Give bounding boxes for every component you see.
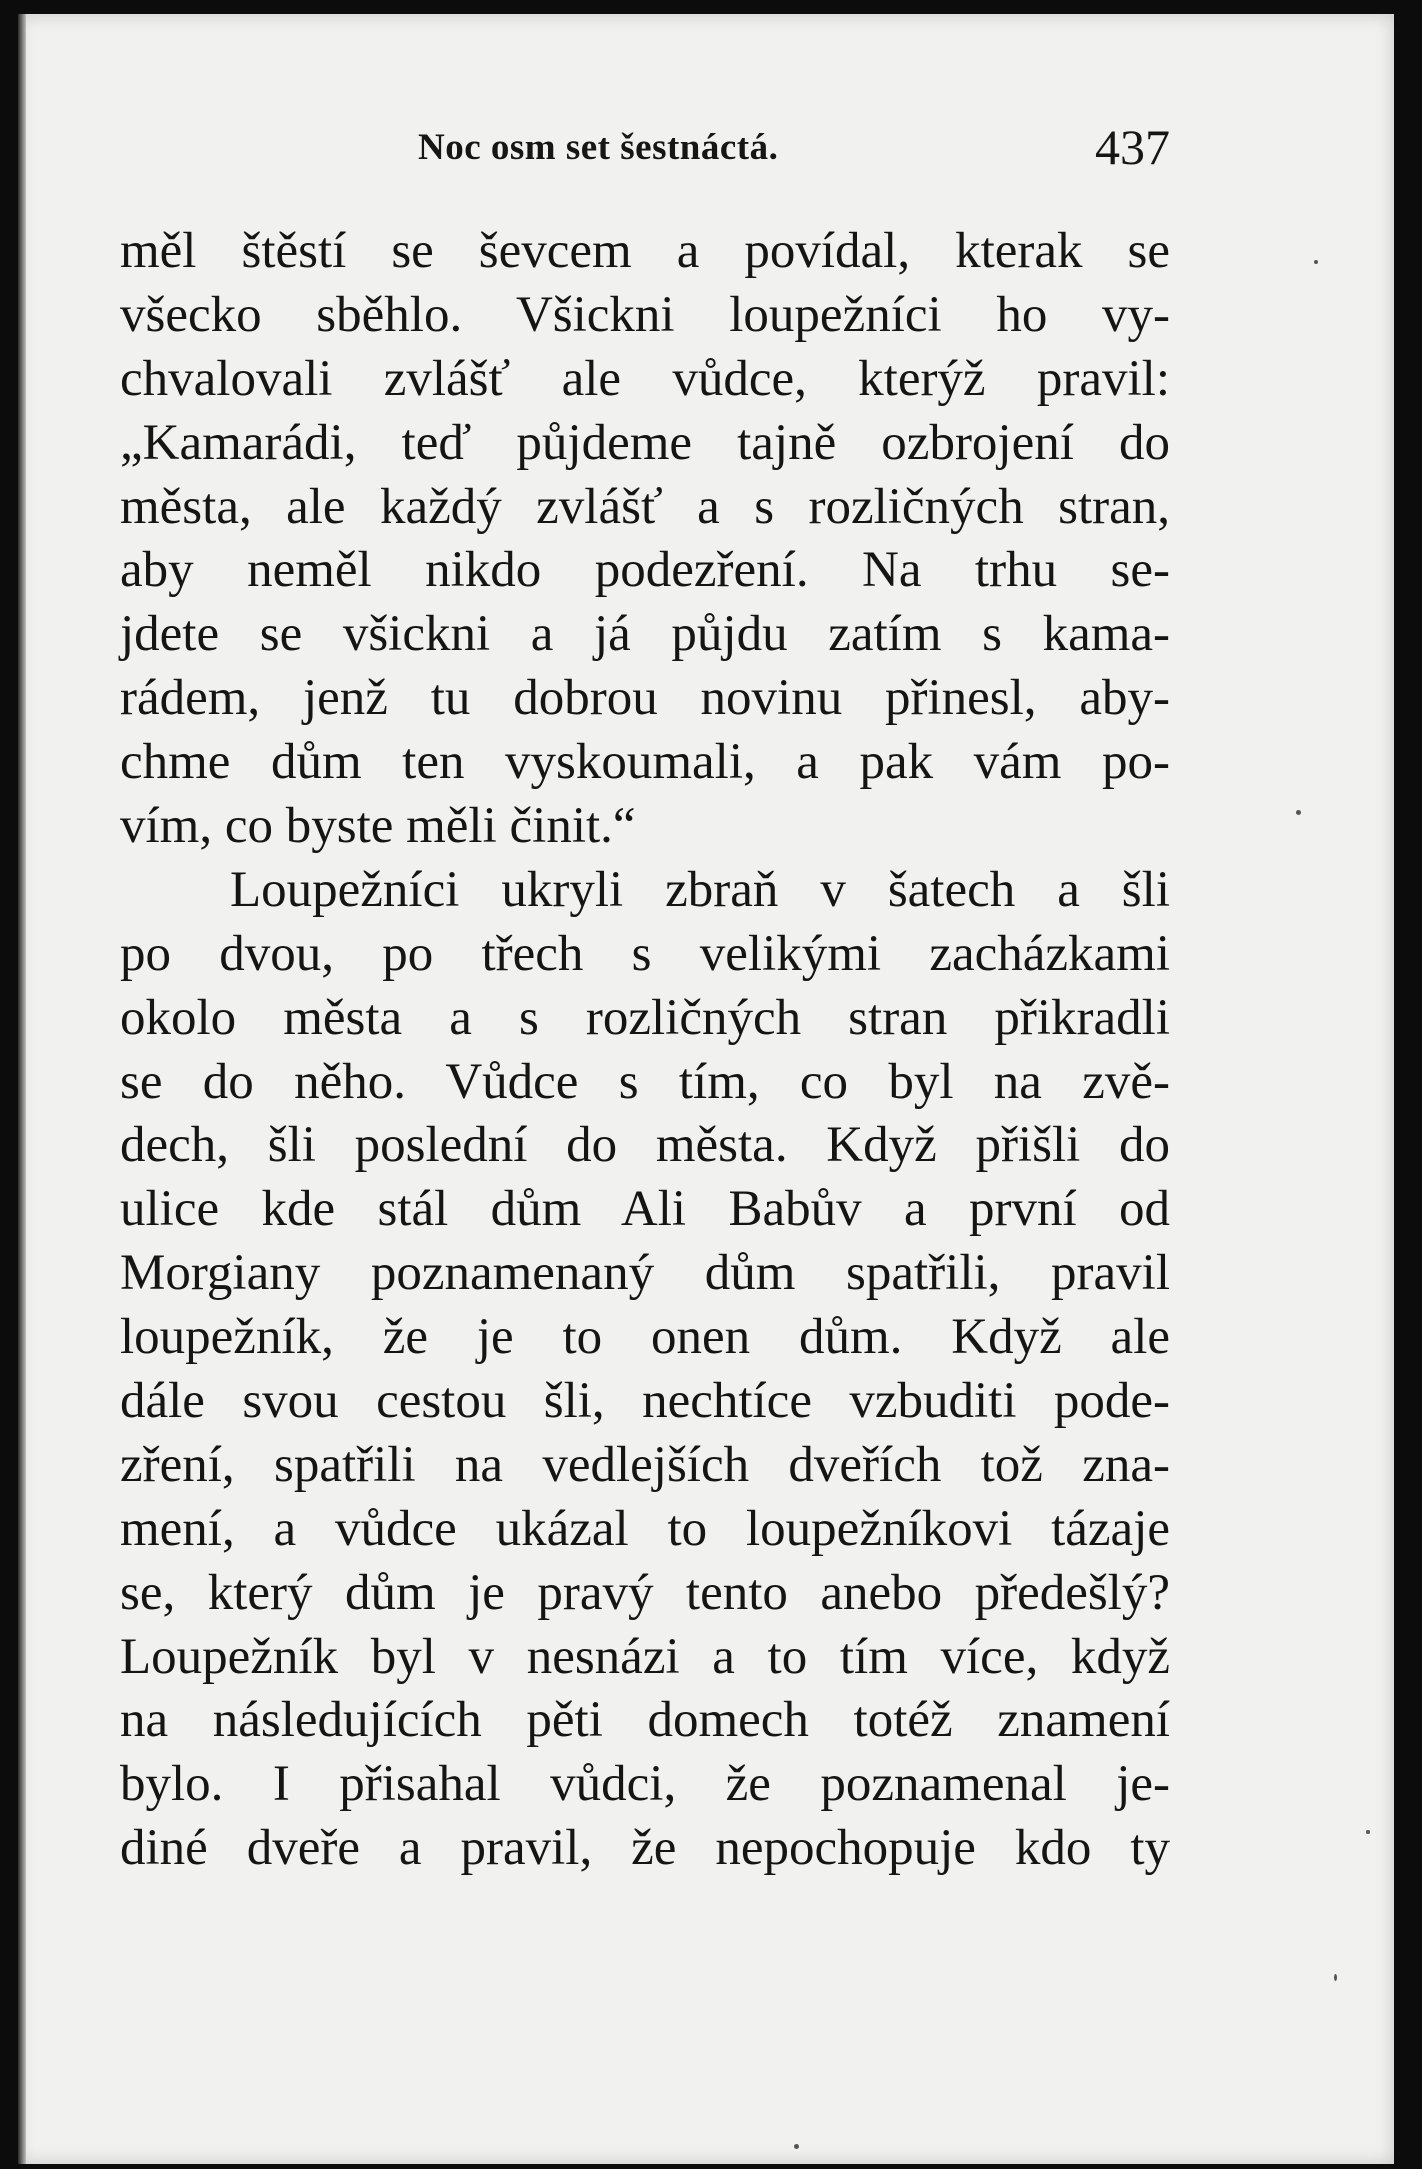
paragraph	[120, 220, 1170, 859]
text-line: města, ale každý zvlášť a s rozličných stran,	[120, 478, 1170, 535]
text-line: ulice kde stál dům Ali Babův a první od	[120, 1181, 1170, 1238]
text-line: bylo. I přisahal vůdci, že poznamenal je-	[120, 1756, 1170, 1813]
text-line: se, který dům je pravý tento anebo předešlý?	[120, 1564, 1170, 1621]
text-line: měl štěstí se ševcem a povídal, kterak se	[120, 223, 1170, 279]
text-line: aby neměl nikdo podezření. Na trhu se-	[120, 542, 1170, 599]
text-line: rádem, jenž tu dobrou novinu přinesl, aby-	[120, 670, 1170, 727]
text-line: diné dveře a pravil, že nepochopuje kdo ty	[120, 1820, 1170, 1877]
text-line: Loupežníci ukryli zbraň v šatech a šli	[230, 861, 1170, 918]
text-line: vím, co byste měli činit.“	[120, 798, 636, 855]
text-line: na následujících pěti domech totéž znamení	[120, 1692, 1170, 1749]
paper-speck	[1366, 1830, 1370, 1834]
page-edge-shadow	[18, 14, 26, 2164]
paper-speck	[1334, 1974, 1337, 1981]
text-line: mení, a vůdce ukázal to loupežníkovi tázaje	[120, 1500, 1170, 1557]
paper-speck	[1314, 260, 1318, 264]
page-header	[418, 118, 1170, 178]
paper-speck	[794, 2144, 799, 2149]
running-title: Noc osm set šestnáctá.	[418, 127, 779, 168]
text-line: Loupežník byl v nesnázi a to tím více, když	[120, 1628, 1170, 1685]
page-number: 437	[1095, 119, 1170, 175]
text-line: chvalovali zvlášť ale vůdce, kterýž pravil:	[120, 350, 1170, 407]
text-line: „Kamarádi, teď půjdeme tajně ozbrojení do	[120, 414, 1170, 471]
paragraph	[120, 859, 1170, 1881]
paper-speck	[1296, 810, 1301, 815]
text-line: chme dům ten vyskoumali, a pak vám po-	[120, 734, 1170, 791]
body-text	[120, 220, 1170, 1881]
text-line: dech, šli poslední do města. Když přišli do	[120, 1117, 1170, 1174]
text-line: loupežník, že je to onen dům. Když ale	[120, 1309, 1170, 1366]
text-line: se do něho. Vůdce s tím, co byl na zvě-	[120, 1053, 1170, 1110]
text-line: po dvou, po třech s velikými zacházkami	[120, 925, 1170, 982]
text-line: jdete se všickni a já půjdu zatím s kama-	[120, 606, 1170, 663]
text-line: Morgiany poznamenaný dům spatřili, pravil	[120, 1245, 1170, 1302]
text-line: všecko sběhlo. Všickni loupežníci ho vy-	[120, 286, 1170, 343]
text-line: zření, spatřili na vedlejších dveřích tož zna-	[120, 1436, 1170, 1493]
text-line: okolo města a s rozličných stran přikradli	[120, 989, 1170, 1046]
text-line: dále svou cestou šli, nechtíce vzbuditi pode-	[120, 1373, 1170, 1430]
